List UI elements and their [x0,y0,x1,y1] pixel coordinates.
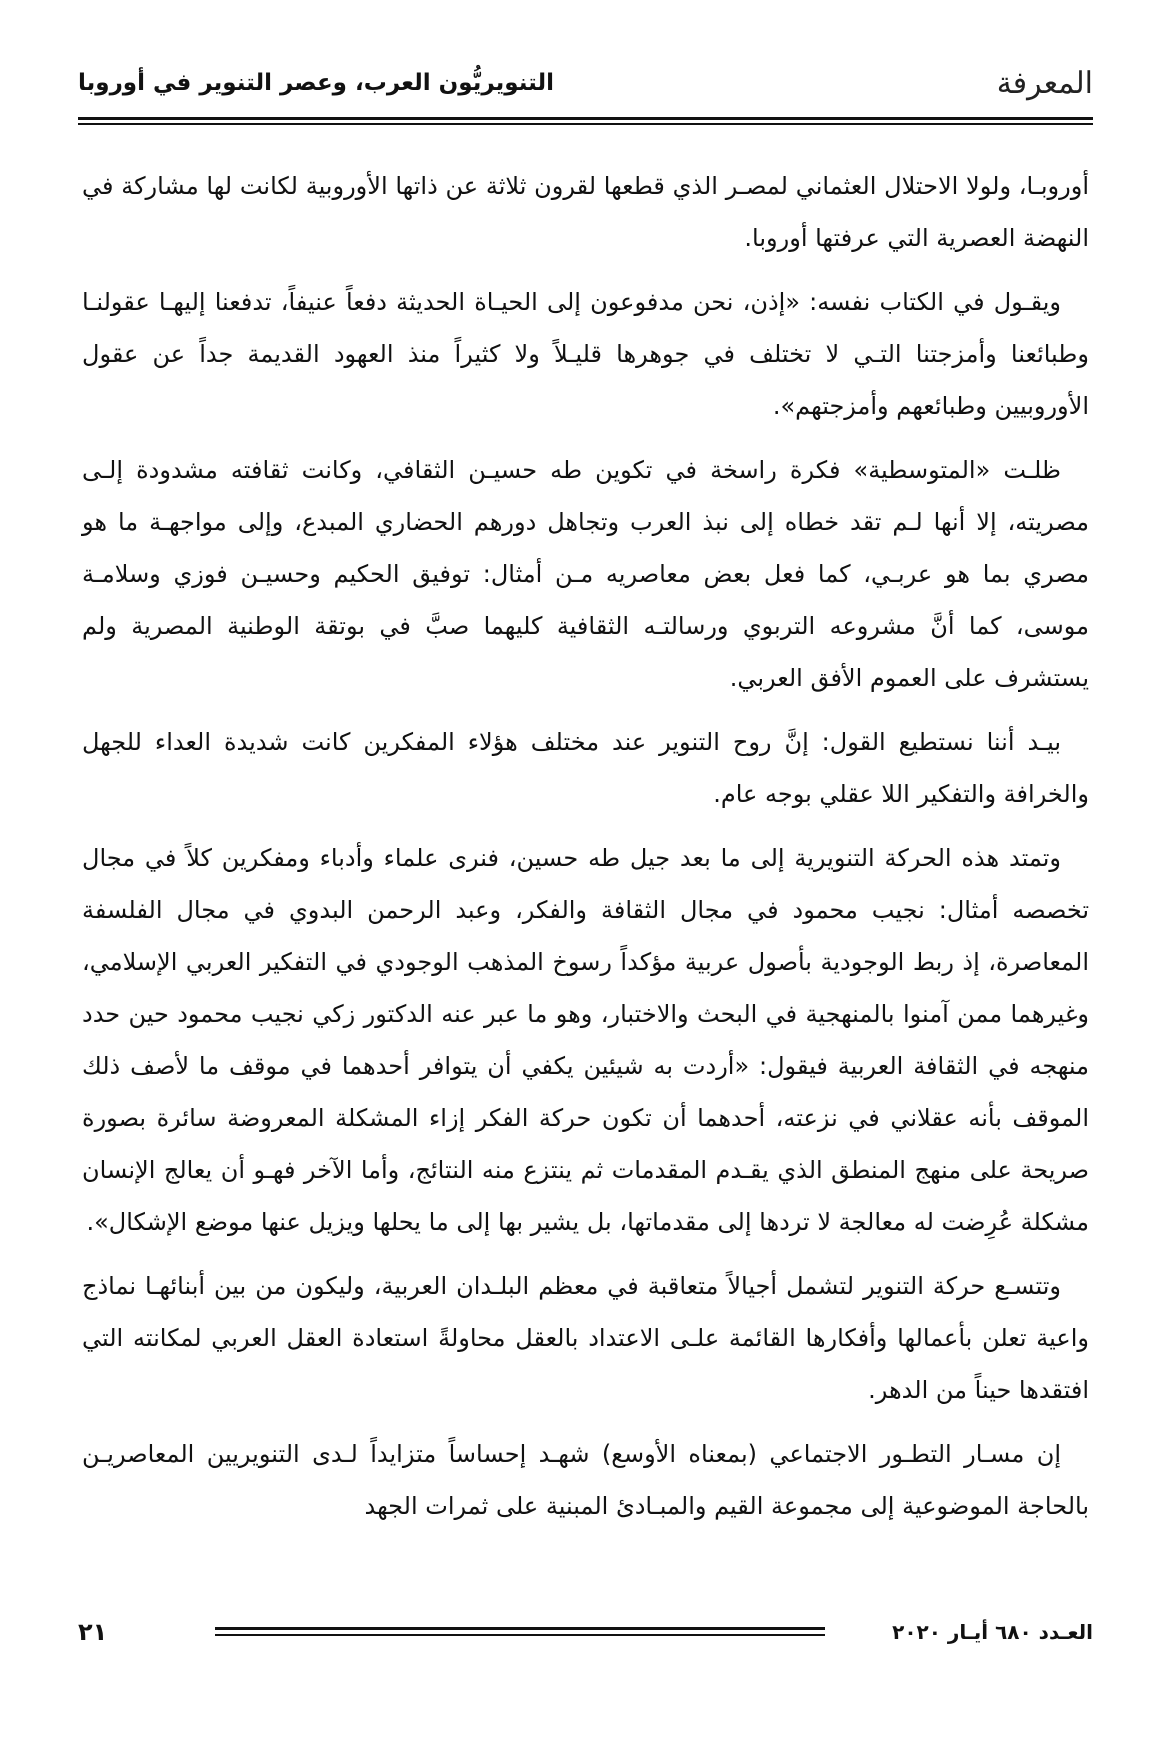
page-footer [78,1620,1093,1660]
paragraph-continued [82,160,1089,264]
page-number: ٢١ [78,1618,108,1646]
paragraph-quote-same-book [82,276,1089,432]
paragraph-social-development [82,1428,1089,1532]
paragraph-text: وتمتد هذه الحركة التنويرية إلى ما بعد جيل طه حسين، فنرى علماء وأدباء ومفكرين كلاً في مجال تخصصه أمثال: نجيب محمود في مجال الثقافة والفكر، وعبد الرحمن البدوي في مجال الفلسفة المعاصرة، إذ ربط الوجودية بأصول عربية مؤكداً رسوخ المذهب الوجودي في التفكير العربي الإسلامي، وغيرهما ممن آمنوا بالمنهجية في البحث والاختبار، وهو ما عبر عنه الدكتور زكي نجيب محمود حين حدد منهجه في الثقافة العربية فيقول: «أردت به شيئين يكفي أن يتوافر أحدهما في موقف ما لأصف ذلك الموقف بأنه عقلاني في نزعته، أحدهما أن تكون حركة الفكر إزاء المشكلة المعروضة سائرة بصورة صريحة على منهج المنطق الذي يقـدم المقدمات ثم ينتزع منه النتائج، وأما الآخر فهـو أن يعالج الإنسان مشكلة عُرِضت له معالجة لا تردها إلى مقدماتها، بل يشير بها إلى ما يحلها ويزيل عنها موضع الإشكال». [82,844,1089,1236]
paragraph-text: وتتسـع حركة التنوير لتشمل أجيالاً متعاقبة في معظم البلـدان العربية، وليكون من بين أبنائهـا نماذج واعية تعلن بأعمالها وأفكارها القائمة علـى الاعتداد بالعقل محاولةً استعادة العقل العربي لمكانته التي افتقدها حيناً من الدهر. [82,1272,1089,1404]
journal-logo: المعرفة [996,66,1093,101]
paragraph-text: ظلـت «المتوسطية» فكرة راسخة في تكوين طه حسيـن الثقافي، وكانت ثقافته مشدودة إلـى مصريته، إلا أنها لـم تقد خطاه إلى نبذ العرب وتجاهل دورهم الحضاري المبدع، وإلى مواجهـة ما هو مصري بما هو عربـي، كما فعل بعض معاصريه مـن أمثال: توفيق الحكيم وحسيـن فوزي وسلامـة موسى، كما أنَّ مشروعه التربوي ورسالتـه الثقافية كليهما صبَّ في بوتقة الوطنية المصرية ولم يستشرف على العموم الأفق العربي. [82,456,1089,692]
page-header [78,60,1093,116]
paragraph-movement-expands [82,1260,1089,1416]
issue-label: العـدد ٦٨٠ أيـار ٢٠٢٠ [892,1620,1093,1644]
paragraph-mediterranean [82,444,1089,704]
header-rule-thin [78,123,1093,125]
paragraph-text: أوروبـا، ولولا الاحتلال العثماني لمصـر الذي قطعها لقرون ثلاثة عن ذاتها الأوروبية لكانت لها مشاركة في النهضة العصرية التي عرفتها أوروبا. [82,172,1089,252]
paragraph-text: بيـد أننا نستطيع القول: إنَّ روح التنوير عند مختلف هؤلاء المفكرين كانت شديدة العداء للجهل والخرافة والتفكير اللا عقلي بوجه عام. [82,728,1089,808]
paragraph-enlightenment-spirit [82,716,1089,820]
paragraph-text: إن مسـار التطـور الاجتماعي (بمعناه الأوسع) شهـد إحساساً متزايداً لـدى التنويريين المعاصريـن بالحاجة الموضوعية إلى مجموعة القيم والمبـادئ المبنية على ثمرات الجهد [82,1440,1089,1520]
header-rule-thick [78,117,1093,120]
paragraph-text: ويقـول في الكتاب نفسه: «إذن، نحن مدفوعون إلى الحيـاة الحديثة دفعاً عنيفاً، تدفعنا إليهـا عقولنـا وطبائعنا وأمزجتنا التـي لا تختلف في جوهرها قليـلاً ولا كثيراً منذ العهود القديمة جداً عن عقول الأوروبيين وطبائعهم وأمزجتهم». [82,288,1089,420]
paragraph-movement-extends [82,832,1089,1248]
running-title: التنويريُّون العرب، وعصر التنوير في أوروبا [78,70,555,96]
article-body [82,160,1089,1544]
